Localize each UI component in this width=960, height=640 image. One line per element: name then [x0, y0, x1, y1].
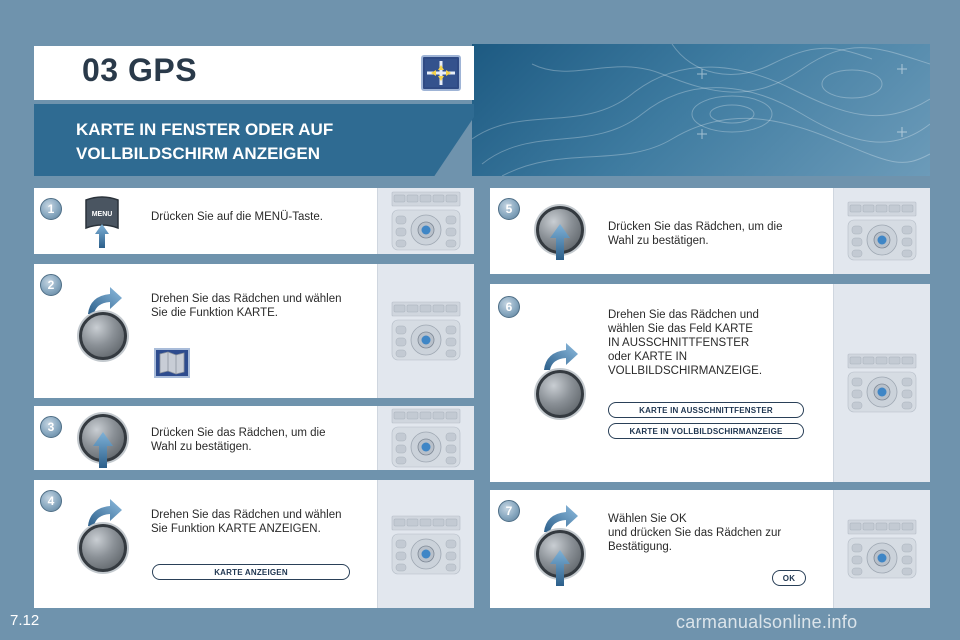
device-panel	[377, 406, 474, 470]
step-text	[608, 308, 828, 378]
press-arrow-icon	[545, 548, 575, 588]
step-card-2	[34, 264, 474, 398]
control-panel-icon	[386, 298, 466, 364]
step-text-line: Drücken Sie das Rädchen, um die	[151, 427, 326, 439]
rotary-knob-icon	[79, 524, 127, 572]
device-panel	[377, 480, 474, 608]
step-text-line: Drücken Sie auf die MENÜ-Taste.	[151, 211, 323, 223]
menu-button-label: MENU	[91, 211, 113, 218]
step-card-6	[490, 284, 930, 482]
step-text-line: wählen Sie das Feld KARTE	[608, 323, 753, 335]
control-panel-icon	[842, 350, 922, 416]
step-text-line: Drehen Sie das Rädchen und wählen	[151, 293, 342, 305]
subtitle-line-2: VOLLBILDSCHIRM ANZEIGEN	[76, 144, 320, 163]
step-text-line: oder KARTE IN	[608, 351, 688, 363]
step-text	[151, 508, 373, 536]
control-panel-icon	[386, 406, 466, 470]
device-panel	[833, 490, 930, 608]
step-text-line: Drücken Sie das Rädchen, um die	[608, 221, 783, 233]
step-text-line: Drehen Sie das Rädchen und	[608, 309, 759, 321]
step-text	[151, 426, 373, 454]
control-panel-icon	[386, 188, 466, 254]
device-panel	[377, 188, 474, 254]
chapter-title: 03 GPS	[82, 52, 198, 88]
step-text-line: Wählen Sie OK	[608, 513, 687, 525]
map-contour-icon	[472, 44, 930, 176]
device-panel	[833, 284, 930, 482]
step-card-3	[34, 406, 474, 470]
device-panel	[377, 264, 474, 398]
menu-option-pill: KARTE ANZEIGEN	[152, 564, 350, 580]
step-card-7	[490, 490, 930, 608]
rotary-knob-icon	[79, 312, 127, 360]
map-function-icon	[154, 348, 190, 378]
step-number-badge: 1	[40, 198, 62, 220]
step-number-badge: 7	[498, 500, 520, 522]
step-card-5	[490, 188, 930, 274]
step-number-badge: 2	[40, 274, 62, 296]
step-text-line: Bestätigung.	[608, 541, 672, 553]
turn-arrow-icon	[540, 340, 580, 374]
step-card-4	[34, 480, 474, 608]
gps-navigation-icon	[421, 55, 461, 91]
step-text	[151, 210, 371, 224]
menu-option-pill: KARTE IN AUSSCHNITTFENSTER	[608, 402, 804, 418]
control-panel-icon	[842, 198, 922, 264]
step-text-line: IN AUSSCHNITTFENSTER	[608, 337, 750, 349]
menu-button-icon	[82, 194, 122, 250]
step-text-line: Sie die Funktion KARTE.	[151, 307, 278, 319]
control-panel-icon	[386, 512, 466, 578]
press-arrow-icon	[88, 430, 118, 470]
step-text-line: VOLLBILDSCHIRMANZEIGE.	[608, 365, 763, 377]
step-text	[151, 292, 373, 320]
device-panel	[833, 188, 930, 274]
step-number-badge: 5	[498, 198, 520, 220]
step-text-line: Wahl zu bestätigen.	[608, 235, 709, 247]
step-text-line: und drücken Sie das Rädchen zur	[608, 527, 782, 539]
section-subtitle	[76, 118, 436, 166]
menu-option-pill: KARTE IN VOLLBILDSCHIRMANZEIGE	[608, 423, 804, 439]
header-map-decoration	[472, 44, 930, 176]
step-text-line: Sie Funktion KARTE ANZEIGEN.	[151, 523, 321, 535]
step-text	[608, 512, 828, 554]
step-text-line: Drehen Sie das Rädchen und wählen	[151, 509, 342, 521]
step-number-badge: 3	[40, 416, 62, 438]
page-number: 7.12	[10, 612, 40, 629]
watermark: carmanualsonline.info	[676, 612, 858, 632]
step-card-1	[34, 188, 474, 254]
step-number-badge: 4	[40, 490, 62, 512]
rotary-knob-icon	[536, 370, 584, 418]
ok-option-pill: OK	[772, 570, 806, 586]
press-arrow-icon	[545, 222, 575, 262]
subtitle-line-1: KARTE IN FENSTER ODER AUF	[76, 120, 334, 139]
control-panel-icon	[842, 516, 922, 582]
step-text-line: Wahl zu bestätigen.	[151, 441, 252, 453]
step-number-badge: 6	[498, 296, 520, 318]
step-text	[608, 220, 828, 248]
